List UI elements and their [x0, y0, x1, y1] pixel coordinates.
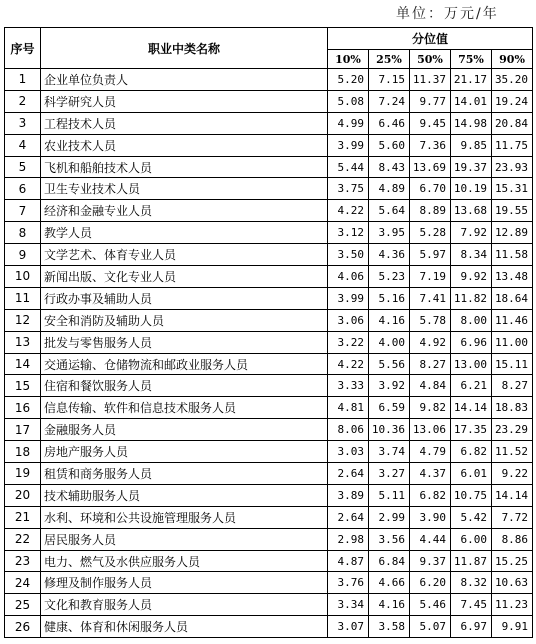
row-value-p50: 9.45: [410, 112, 451, 134]
row-value-p75: 6.21: [451, 375, 492, 397]
table-row: [5, 200, 533, 222]
row-seq: 17: [5, 419, 41, 441]
row-value-p10: 3.34: [328, 594, 369, 616]
row-value-p50: 5.28: [410, 222, 451, 244]
row-seq: 12: [5, 309, 41, 331]
row-occupation-name: 新闻出版、文化专业人员: [41, 266, 328, 288]
row-value-p25: 6.46: [369, 112, 410, 134]
table-body: [5, 69, 533, 638]
table-row: [5, 397, 533, 419]
row-occupation-name: 飞机和船舶技术人员: [41, 156, 328, 178]
row-occupation-name: 房地产服务人员: [41, 441, 328, 463]
row-value-p75: 6.96: [451, 331, 492, 353]
table-row: [5, 244, 533, 266]
row-value-p10: 3.99: [328, 287, 369, 309]
row-value-p50: 6.20: [410, 572, 451, 594]
row-occupation-name: 安全和消防及辅助人员: [41, 309, 328, 331]
row-value-p25: 4.36: [369, 244, 410, 266]
row-value-p10: 3.22: [328, 331, 369, 353]
table-row: [5, 331, 533, 353]
row-value-p25: 5.64: [369, 200, 410, 222]
row-value-p10: 3.89: [328, 484, 369, 506]
table-row: [5, 528, 533, 550]
row-occupation-name: 农业技术人员: [41, 134, 328, 156]
table-row: [5, 463, 533, 485]
header-seq: 序号: [5, 28, 41, 69]
row-value-p10: 4.87: [328, 550, 369, 572]
row-value-p90: 11.00: [492, 331, 533, 353]
table-row: [5, 266, 533, 288]
row-value-p10: 3.12: [328, 222, 369, 244]
row-value-p50: 4.44: [410, 528, 451, 550]
row-occupation-name: 科学研究人员: [41, 90, 328, 112]
row-occupation-name: 行政办事及辅助人员: [41, 287, 328, 309]
row-value-p25: 3.58: [369, 616, 410, 638]
table-row: [5, 484, 533, 506]
row-value-p10: 3.50: [328, 244, 369, 266]
row-value-p50: 5.07: [410, 616, 451, 638]
row-value-p75: 6.97: [451, 616, 492, 638]
row-seq: 10: [5, 266, 41, 288]
table-row: [5, 419, 533, 441]
header-p25: 25%: [369, 50, 410, 69]
row-seq: 6: [5, 178, 41, 200]
row-value-p25: 5.16: [369, 287, 410, 309]
row-value-p75: 14.14: [451, 397, 492, 419]
row-seq: 23: [5, 550, 41, 572]
row-seq: 8: [5, 222, 41, 244]
row-value-p25: 8.43: [369, 156, 410, 178]
row-occupation-name: 经济和金融专业人员: [41, 200, 328, 222]
table-row: [5, 616, 533, 638]
table-row: [5, 287, 533, 309]
row-value-p25: 3.56: [369, 528, 410, 550]
row-value-p10: 3.99: [328, 134, 369, 156]
row-seq: 14: [5, 353, 41, 375]
row-value-p10: 2.64: [328, 463, 369, 485]
row-value-p25: 3.27: [369, 463, 410, 485]
row-occupation-name: 教学人员: [41, 222, 328, 244]
row-occupation-name: 修理及制作服务人员: [41, 572, 328, 594]
row-value-p50: 4.92: [410, 331, 451, 353]
row-value-p10: 3.03: [328, 441, 369, 463]
row-value-p50: 11.37: [410, 69, 451, 91]
row-value-p50: 5.78: [410, 309, 451, 331]
row-value-p10: 3.75: [328, 178, 369, 200]
row-occupation-name: 工程技术人员: [41, 112, 328, 134]
row-value-p50: 4.84: [410, 375, 451, 397]
row-value-p10: 4.99: [328, 112, 369, 134]
row-value-p25: 6.84: [369, 550, 410, 572]
row-value-p25: 5.56: [369, 353, 410, 375]
row-value-p10: 3.33: [328, 375, 369, 397]
row-value-p25: 7.24: [369, 90, 410, 112]
row-value-p75: 14.01: [451, 90, 492, 112]
row-value-p90: 15.11: [492, 353, 533, 375]
header-name: 职业中类名称: [41, 28, 328, 69]
row-seq: 11: [5, 287, 41, 309]
row-value-p90: 9.91: [492, 616, 533, 638]
row-seq: 4: [5, 134, 41, 156]
row-value-p10: 3.76: [328, 572, 369, 594]
row-value-p75: 13.68: [451, 200, 492, 222]
row-value-p90: 11.23: [492, 594, 533, 616]
header-p90: 90%: [492, 50, 533, 69]
row-value-p10: 2.64: [328, 506, 369, 528]
row-value-p50: 4.79: [410, 441, 451, 463]
row-seq: 3: [5, 112, 41, 134]
row-value-p75: 8.32: [451, 572, 492, 594]
row-value-p25: 3.74: [369, 441, 410, 463]
header-percentile-group: 分位值: [328, 28, 533, 50]
row-value-p50: 8.27: [410, 353, 451, 375]
row-seq: 13: [5, 331, 41, 353]
row-value-p90: 18.64: [492, 287, 533, 309]
table-row: [5, 134, 533, 156]
row-value-p50: 4.37: [410, 463, 451, 485]
row-value-p25: 2.99: [369, 506, 410, 528]
row-value-p75: 5.42: [451, 506, 492, 528]
row-value-p50: 13.06: [410, 419, 451, 441]
row-value-p90: 20.84: [492, 112, 533, 134]
row-value-p50: 9.82: [410, 397, 451, 419]
table-row: [5, 594, 533, 616]
row-seq: 26: [5, 616, 41, 638]
row-value-p10: 4.06: [328, 266, 369, 288]
row-occupation-name: 交通运输、仓储物流和邮政业服务人员: [41, 353, 328, 375]
row-value-p90: 7.72: [492, 506, 533, 528]
row-value-p25: 4.66: [369, 572, 410, 594]
row-seq: 19: [5, 463, 41, 485]
table-row: [5, 156, 533, 178]
row-value-p75: 17.35: [451, 419, 492, 441]
row-value-p25: 4.89: [369, 178, 410, 200]
row-value-p50: 6.70: [410, 178, 451, 200]
row-occupation-name: 文化和教育服务人员: [41, 594, 328, 616]
row-seq: 21: [5, 506, 41, 528]
row-value-p10: 4.22: [328, 353, 369, 375]
row-occupation-name: 卫生专业技术人员: [41, 178, 328, 200]
row-value-p25: 4.00: [369, 331, 410, 353]
row-value-p10: 4.22: [328, 200, 369, 222]
header-p50: 50%: [410, 50, 451, 69]
row-seq: 24: [5, 572, 41, 594]
row-occupation-name: 住宿和餐饮服务人员: [41, 375, 328, 397]
row-value-p90: 19.55: [492, 200, 533, 222]
row-value-p25: 5.23: [369, 266, 410, 288]
row-value-p50: 3.90: [410, 506, 451, 528]
row-seq: 9: [5, 244, 41, 266]
row-value-p90: 11.46: [492, 309, 533, 331]
row-seq: 18: [5, 441, 41, 463]
table-row: [5, 506, 533, 528]
header-p75: 75%: [451, 50, 492, 69]
table-row: [5, 572, 533, 594]
row-value-p10: 5.20: [328, 69, 369, 91]
row-seq: 5: [5, 156, 41, 178]
row-value-p25: 3.95: [369, 222, 410, 244]
row-occupation-name: 健康、体育和休闲服务人员: [41, 616, 328, 638]
row-value-p75: 10.19: [451, 178, 492, 200]
row-occupation-name: 水利、环境和公共设施管理服务人员: [41, 506, 328, 528]
row-value-p50: 5.97: [410, 244, 451, 266]
row-value-p25: 10.36: [369, 419, 410, 441]
row-value-p90: 23.29: [492, 419, 533, 441]
row-value-p90: 18.83: [492, 397, 533, 419]
row-value-p75: 9.92: [451, 266, 492, 288]
row-seq: 1: [5, 69, 41, 91]
row-value-p50: 7.19: [410, 266, 451, 288]
row-occupation-name: 企业单位负责人: [41, 69, 328, 91]
row-value-p50: 9.37: [410, 550, 451, 572]
row-value-p10: 4.81: [328, 397, 369, 419]
row-value-p90: 10.63: [492, 572, 533, 594]
row-value-p10: 8.06: [328, 419, 369, 441]
row-value-p75: 6.00: [451, 528, 492, 550]
row-value-p50: 7.36: [410, 134, 451, 156]
row-occupation-name: 技术辅助服务人员: [41, 484, 328, 506]
table-row: [5, 309, 533, 331]
row-occupation-name: 文学艺术、体育专业人员: [41, 244, 328, 266]
row-value-p75: 7.45: [451, 594, 492, 616]
row-value-p25: 5.60: [369, 134, 410, 156]
row-value-p25: 6.59: [369, 397, 410, 419]
row-value-p75: 11.82: [451, 287, 492, 309]
row-value-p75: 11.87: [451, 550, 492, 572]
row-value-p75: 21.17: [451, 69, 492, 91]
header-p10: 10%: [328, 50, 369, 69]
row-value-p25: 7.15: [369, 69, 410, 91]
row-seq: 22: [5, 528, 41, 550]
row-occupation-name: 信息传输、软件和信息技术服务人员: [41, 397, 328, 419]
row-value-p75: 19.37: [451, 156, 492, 178]
row-value-p75: 6.82: [451, 441, 492, 463]
table-row: [5, 353, 533, 375]
row-value-p75: 7.92: [451, 222, 492, 244]
row-value-p25: 5.11: [369, 484, 410, 506]
row-occupation-name: 居民服务人员: [41, 528, 328, 550]
row-seq: 16: [5, 397, 41, 419]
row-seq: 15: [5, 375, 41, 397]
row-value-p90: 19.24: [492, 90, 533, 112]
row-value-p90: 8.27: [492, 375, 533, 397]
row-value-p90: 11.75: [492, 134, 533, 156]
table-row: [5, 90, 533, 112]
row-occupation-name: 电力、燃气及水供应服务人员: [41, 550, 328, 572]
table-row: [5, 178, 533, 200]
table-row: [5, 441, 533, 463]
row-value-p10: 3.07: [328, 616, 369, 638]
row-value-p90: 23.93: [492, 156, 533, 178]
row-occupation-name: 批发与零售服务人员: [41, 331, 328, 353]
row-value-p90: 15.25: [492, 550, 533, 572]
row-seq: 20: [5, 484, 41, 506]
row-value-p10: 5.44: [328, 156, 369, 178]
row-value-p75: 13.00: [451, 353, 492, 375]
row-value-p90: 12.89: [492, 222, 533, 244]
row-value-p50: 6.82: [410, 484, 451, 506]
row-value-p75: 8.00: [451, 309, 492, 331]
row-occupation-name: 金融服务人员: [41, 419, 328, 441]
row-value-p75: 8.34: [451, 244, 492, 266]
salary-percentile-table: [4, 27, 533, 638]
row-value-p90: 35.20: [492, 69, 533, 91]
row-value-p25: 3.92: [369, 375, 410, 397]
row-value-p90: 9.22: [492, 463, 533, 485]
row-value-p25: 4.16: [369, 594, 410, 616]
row-seq: 25: [5, 594, 41, 616]
row-value-p10: 2.98: [328, 528, 369, 550]
row-value-p75: 6.01: [451, 463, 492, 485]
row-value-p90: 14.14: [492, 484, 533, 506]
table-row: [5, 550, 533, 572]
row-value-p10: 3.06: [328, 309, 369, 331]
row-value-p90: 11.58: [492, 244, 533, 266]
row-value-p90: 8.86: [492, 528, 533, 550]
row-value-p50: 9.77: [410, 90, 451, 112]
row-value-p90: 15.31: [492, 178, 533, 200]
row-value-p50: 8.89: [410, 200, 451, 222]
row-value-p75: 10.75: [451, 484, 492, 506]
table-row: [5, 69, 533, 91]
row-seq: 7: [5, 200, 41, 222]
row-value-p50: 7.41: [410, 287, 451, 309]
table-row: [5, 375, 533, 397]
table-row: [5, 112, 533, 134]
row-value-p75: 9.85: [451, 134, 492, 156]
unit-label: 单位：万元/年: [396, 6, 499, 22]
row-seq: 2: [5, 90, 41, 112]
row-value-p10: 5.08: [328, 90, 369, 112]
row-value-p75: 14.98: [451, 112, 492, 134]
row-value-p90: 13.48: [492, 266, 533, 288]
row-value-p25: 4.16: [369, 309, 410, 331]
row-value-p90: 11.52: [492, 441, 533, 463]
row-occupation-name: 租赁和商务服务人员: [41, 463, 328, 485]
row-value-p50: 13.69: [410, 156, 451, 178]
row-value-p50: 5.46: [410, 594, 451, 616]
table-row: [5, 222, 533, 244]
